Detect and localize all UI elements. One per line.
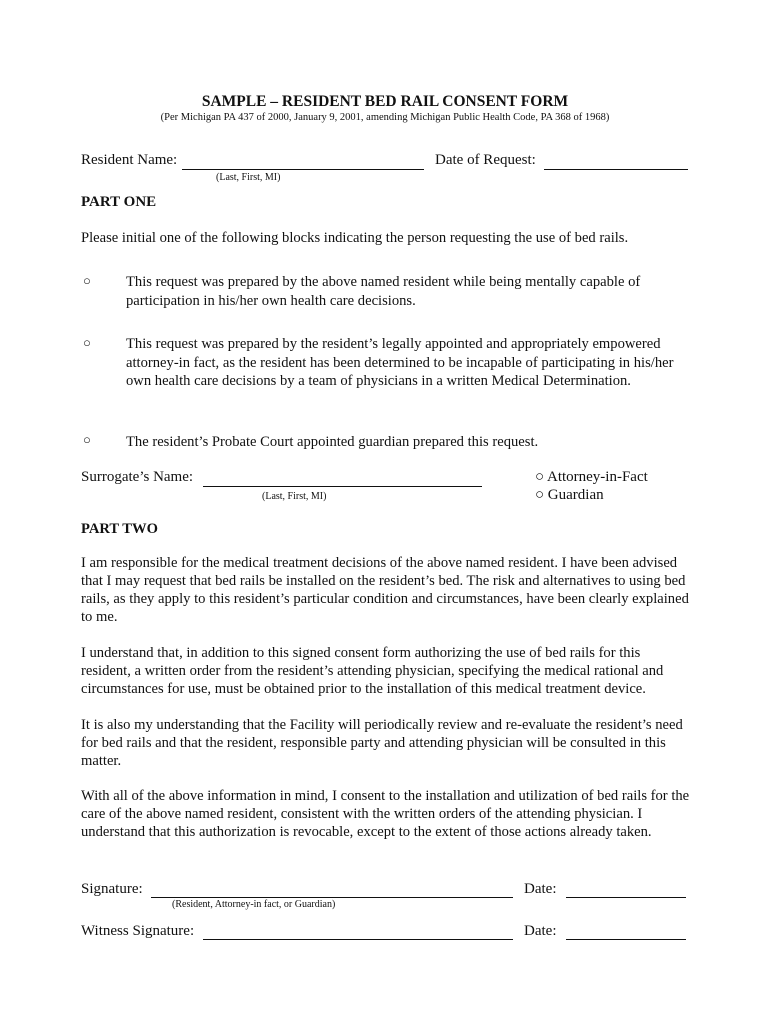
part-one-heading: PART ONE [81,194,157,210]
resident-name-field[interactable] [182,169,424,170]
option-guardian-text: The resident’s Probate Court appointed guardian prepared this request. [126,434,539,450]
witness-date-label: Date: [524,923,557,939]
witness-signature-label: Witness Signature: [81,923,195,939]
form-subtitle: (Per Michigan PA 437 of 2000, January 9, 2001, amending Michigan Public Health Code, PA 368 of 1968) [160,112,610,123]
witness-date-field[interactable] [566,939,686,940]
option-attorney-text: This request was prepared by the resident’s legally appointed and appropriately empowered attorney-in fact, as the resident has been determined to be incapable of participating in his/her own health care decisions by a team of physicians in a written Medical Determination. [126,336,674,389]
option-resident-radio[interactable]: ○ [83,273,91,288]
signature-date-label: Date: [524,881,557,897]
part-one-instruction: Please initial one of the following blocks indicating the person requesting the use of bed rails. [81,230,629,246]
date-of-request-field[interactable] [544,169,688,170]
resident-name-hint: (Last, First, MI) [216,172,281,183]
signature-field[interactable] [151,897,513,898]
surrogate-name-field[interactable] [203,486,482,487]
guardian-option[interactable]: ○ Guardian [535,487,604,503]
form-title: SAMPLE – RESIDENT BED RAIL CONSENT FORM [201,93,569,110]
surrogate-name-hint: (Last, First, MI) [262,491,327,502]
surrogate-name-label: Surrogate’s Name: [81,469,194,485]
option-guardian-radio[interactable]: ○ [83,432,91,447]
paragraph-periodic-review: It is also my understanding that the Facility will periodically review and re-evaluate the resident’s need for bed rails and that the resident, responsible party and attending physician will be consulted in this matter. [81,717,683,769]
part-two-heading: PART TWO [81,521,158,537]
signature-hint: (Resident, Attorney-in fact, or Guardian) [172,899,336,910]
paragraph-consent: With all of the above information in mind, I consent to the installation and utilization of bed rails for the care of the above named resident, consistent with the written orders of the attending physician. I understand that this authorization is revocable, except to the extent of those actions already taken. [81,788,690,840]
date-of-request-label: Date of Request: [435,152,536,168]
attorney-in-fact-option[interactable]: ○ Attorney-in-Fact [535,469,648,485]
option-attorney-radio[interactable]: ○ [83,335,91,350]
option-resident-text: This request was prepared by the above named resident while being mentally capable of participation in his/her own health care decisions. [126,274,641,309]
signature-date-field[interactable] [566,897,686,898]
paragraph-physician-order: I understand that, in addition to this signed consent form authorizing the use of bed rails for this resident, a written order from the resident’s attending physician, specifying the medical rational and circumstances for use, must be obtained prior to the installation of this medical treatment device. [81,645,664,697]
resident-name-label: Resident Name: [81,152,178,168]
paragraph-responsibility: I am responsible for the medical treatment decisions of the above named resident. I have been advised that I may request that bed rails be installed on the resident’s bed. The risk and alternatives to using bed rails, as they apply to this resident’s particular condition and circumstances, have been clearly explained to me. [81,555,689,625]
witness-signature-field[interactable] [203,939,513,940]
signature-label: Signature: [81,881,143,897]
